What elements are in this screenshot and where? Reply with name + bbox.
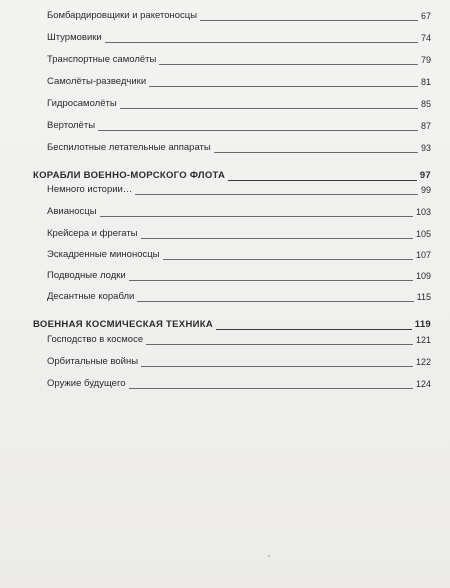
- toc-entry: [47, 94, 431, 110]
- toc-entry: [47, 180, 431, 196]
- toc-entry-page: 81: [420, 77, 431, 87]
- toc-leader-line: [163, 259, 413, 260]
- toc-entry: [47, 330, 431, 346]
- toc-entry: [47, 138, 431, 154]
- toc-entry-title: Самолёты-разведчики: [47, 76, 147, 87]
- toc-section-title: КОРАБЛИ ВОЕННО-МОРСКОГО ФЛОТА: [33, 170, 226, 181]
- toc-entry-page: 67: [420, 11, 431, 21]
- toc-entry-title: Беспилотные летательные аппараты: [47, 142, 211, 153]
- toc-leader-line: [120, 108, 418, 109]
- toc-entry-title: Господство в космосе: [47, 334, 144, 345]
- toc-entry-title: Крейсера и фрегаты: [47, 228, 138, 239]
- toc-leader-line: [129, 388, 413, 389]
- toc-entry-page: 79: [420, 55, 431, 65]
- toc-entry-title: Подводные лодки: [47, 270, 126, 281]
- toc-entry-page: 103: [415, 207, 431, 217]
- toc-entry-title: Штурмовики: [47, 32, 102, 43]
- toc-section-page: 97: [419, 170, 431, 181]
- toc-entry: [47, 72, 431, 88]
- toc-entry: [47, 266, 431, 282]
- toc-leader-line: [200, 20, 418, 21]
- toc-entry-page: 99: [420, 185, 431, 195]
- toc-leader-line: [146, 344, 413, 345]
- toc-entry-title: Орбитальные войны: [47, 356, 139, 367]
- toc-entry: [47, 224, 431, 240]
- toc-leader-line: [137, 301, 413, 302]
- toc-entry-page: 121: [415, 335, 431, 345]
- toc-leader-line: [129, 280, 413, 281]
- toc-section-page: 119: [414, 319, 431, 330]
- toc-entry-page: 74: [420, 33, 431, 43]
- toc-leader-line: [141, 238, 413, 239]
- toc-leader-line: [149, 86, 418, 87]
- toc-entry-title: Транспортные самолёты: [47, 54, 157, 65]
- toc-entry-page: 87: [420, 121, 431, 131]
- toc-entry: [47, 374, 431, 390]
- toc-entry-page: 105: [415, 229, 431, 239]
- toc-leader-line: [159, 64, 418, 65]
- toc-leader-line: [214, 152, 418, 153]
- toc-leader-line: [105, 42, 418, 43]
- toc-entry-page: 124: [415, 379, 431, 389]
- toc-entry-title: Оружие будущего: [47, 378, 126, 389]
- toc-entry: [47, 116, 431, 132]
- toc-leader-line: [98, 130, 418, 131]
- toc-entry: [47, 287, 431, 303]
- toc-entry: [47, 6, 431, 22]
- toc-entry-page: 85: [420, 99, 431, 109]
- toc-leader-line: [135, 194, 418, 195]
- toc-leader-line: [100, 216, 413, 217]
- toc-entry-page: 115: [416, 292, 431, 302]
- toc-entry-title: Авианосцы: [47, 206, 97, 217]
- toc-entry-page: 107: [415, 250, 431, 260]
- toc-entry-title: Десантные корабли: [47, 291, 135, 302]
- paper-speck: [268, 555, 270, 557]
- toc-section-heading: [33, 313, 431, 331]
- toc-entry-title: Немного истории…: [47, 184, 133, 195]
- toc-entry: [47, 50, 431, 66]
- toc-entry-page: 93: [420, 143, 431, 153]
- toc-section-title: ВОЕННАЯ КОСМИЧЕСКАЯ ТЕХНИКА: [33, 319, 213, 330]
- toc-entry-title: Гидросамолёты: [47, 98, 117, 109]
- toc-entry-page: 109: [415, 271, 431, 281]
- toc-entry: [47, 352, 431, 368]
- toc-entry-title: Бомбардировщики и ракетоносцы: [47, 10, 198, 21]
- toc-entry: [47, 202, 431, 218]
- toc-leader-line: [141, 366, 413, 367]
- toc-entry-page: 122: [415, 357, 431, 367]
- toc-entry: [47, 245, 431, 261]
- toc-entry-title: Эскадренные миноносцы: [47, 249, 160, 260]
- toc-entry: [47, 28, 431, 44]
- toc-entry-title: Вертолёты: [47, 120, 96, 131]
